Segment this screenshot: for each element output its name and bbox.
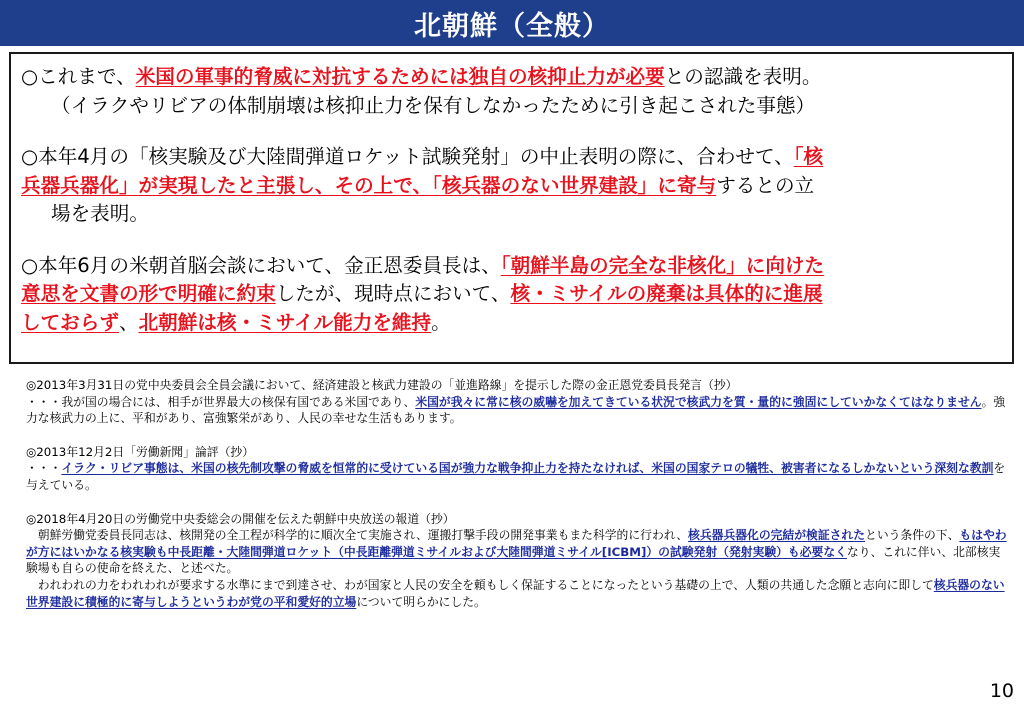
quote-2018-04-body-1: 朝鮮労働党委員長同志は、核開発の全工程が科学的に順次全て実施され、運搬打撃手段の開発事業もまた科学的に行われ、核兵器兵器化の完結が検証されたという条件の下、もはやわが方にはいかなる核実験も中長距離・大陸間弾道ロケット（中長距離弾道ミサイルおよび大陸間弾道ミサイル[ICBM]）の試験発射（発射実験）も必要なくなり、これに伴い、北部核実験場も自らの使命を終えた、と述べた。: [26, 528, 1007, 576]
quote-2013-03-body: ・・・我が国の場合には、相手が世界最大の核保有国である米国であり、米国が我々に常に核の威嚇を加えてきている状況で核武力を質・量的に強固にしていかなくてはなりません。強力な核武力の上に、平和があり、富強繁栄があり、人民の幸せな生活もあります。: [26, 394, 1006, 426]
emphasis-blue: 核兵器兵器化の完結が検証された: [688, 528, 866, 543]
quote-2018-04-heading: ◎2018年4月20日の労働党中央委総会の開催を伝えた朝鮮中央放送の報道（抄）: [26, 511, 455, 526]
source-quotes: [26, 377, 1011, 610]
page-title: 北朝鮮（全般）: [414, 10, 610, 42]
summary-box: [9, 52, 1014, 364]
emphasis-red: 米国の軍事的脅威に対抗するためには独自の核抑止力が必要: [135, 65, 665, 88]
quote-2018-04-body-2: われわれの力をわれわれが要求する水準にまで到達させ、わが国家と人民の安全を頼もしく保証することになったという基礎の上で、人類の共通した念願と志向に即して核兵器のない世界建設に積極的に寄与しようというわが党の平和愛好的立場について明らかにした。: [26, 577, 1005, 609]
quote-2013-12-body: ・・・イラク・リビア事態は、米国の核先制攻撃の脅威を恒常的に受けている国が強力な戦争抑止力を持たなければ、米国の国家テロの犠牲、被害者になるしかないという深刻な教訓を与えている。: [26, 461, 1006, 492]
emphasis-red: 意思を文書の形で明確に約束: [21, 282, 276, 305]
emphasis-red: 北朝鮮は核・ミサイル能力を維持: [138, 310, 432, 334]
bullet-june-summit: ○本年6月の米朝首脳会談において、金正恩委員長は、「朝鮮半島の完全な非核化」に向けた 意思を文書の形で明確に約束したが、現時点において、核・ミサイルの廃棄は具体的に進展 しておらず、北朝鮮は核・ミサイル能力を維持。: [21, 253, 825, 334]
quote-2013-03-heading: ◎2013年3月31日の党中央委員会全員会議において、経済建設と核武力建設の「並進路線」を提示した際の金正恩党委員長発言（抄）: [26, 378, 738, 392]
emphasis-blue: 米国が我々に常に核の威嚇を加えてきている状況で核武力を質・量的に強固にしていかなくてはなりません: [415, 394, 982, 409]
emphasis-red: 核・ミサイルの廃棄は具体的に進展: [510, 282, 823, 305]
emphasis-red: 「核: [793, 145, 824, 168]
bullet-deterrence: ○これまで、米国の軍事的脅威に対抗するためには独自の核抑止力が必要との認識を表明。 （イラクやリビアの体制崩壊は核抑止力を保有しなかったために引き起こされた事態）: [21, 65, 822, 117]
emphasis-red: しておらず: [21, 310, 119, 334]
emphasis-red: 兵器兵器化」が実現したと主張し、その上で、「核兵器のない世界建設」に寄与: [21, 173, 717, 197]
emphasis-blue: 核兵器のない世界建設に積極的に寄与しようというわが党の平和愛好的立場: [26, 577, 1005, 609]
quote-2013-12-heading: ◎2013年12月2日「労働新聞」論評（抄）: [26, 444, 254, 459]
emphasis-blue: もはやわが方にはいかなる核実験も中長距離・大陸間弾道ロケット（中長距離弾道ミサイルおよび大陸間弾道ミサイル[ICBM]）の試験発射（発射実験）も必要なく: [26, 528, 1007, 559]
title-bar: [0, 0, 1024, 46]
emphasis-blue: イラク・リビア事態は、米国の核先制攻撃の脅威を恒常的に受けている国が強力な戦争抑止力を持たなければ、米国の国家テロの犠牲、被害者になるしかないという深刻な教訓: [61, 461, 994, 476]
emphasis-red: 「朝鮮半島の完全な非核化」に向けた: [500, 253, 825, 277]
bullet-april-statement: ○本年4月の「核実験及び大陸間弾道ロケット試験発射」の中止表明の際に、合わせて、「核 兵器兵器化」が実現したと主張し、その上で、「核兵器のない世界建設」に寄与するとの立 場を表明。: [21, 145, 824, 225]
page-number: 10: [989, 680, 1014, 702]
